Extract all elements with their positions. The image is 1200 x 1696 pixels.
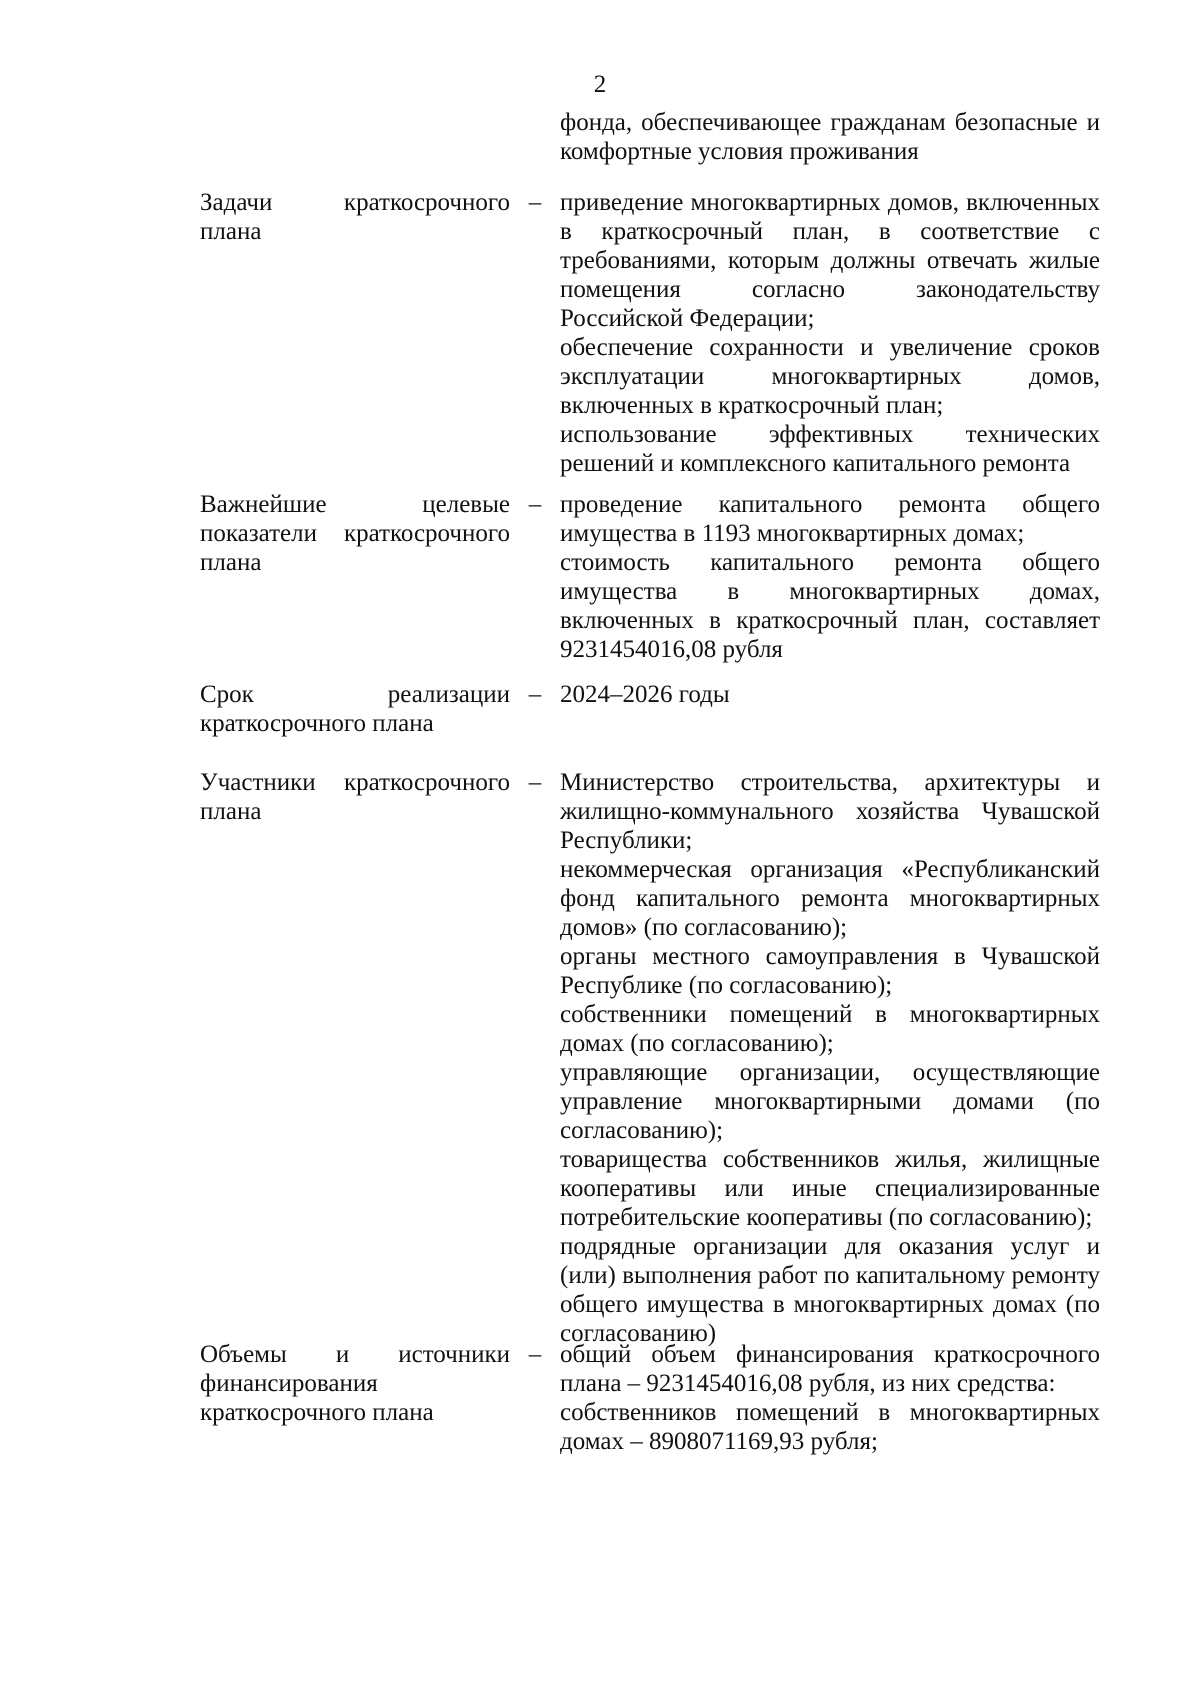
paragraph: товарищества собственников жилья, жилищные кооперативы или иные специализированные потребительские кооперативы (по согласованию);: [560, 1146, 1100, 1231]
label-text: Важнейшие целевые показатели краткосрочного плана: [200, 491, 510, 576]
separator-dash: –: [528, 1341, 542, 1368]
separator-dash: –: [528, 769, 542, 796]
paragraph: некоммерческая организация «Республиканский фонд капитального ремонта многоквартирных домов» (по согласованию);: [560, 856, 1100, 941]
paragraph: обеспечение сохранности и увеличение сроков эксплуатации многоквартирных домов, включенных в краткосрочный план;: [560, 334, 1100, 419]
label-text: Объемы и источники финансирования краткосрочного плана: [200, 1341, 510, 1426]
separator-dash: –: [528, 491, 542, 518]
section-label: [200, 490, 510, 577]
paragraph: собственников помещений в многоквартирных домах – 8908071169,93 рубля;: [560, 1399, 1100, 1455]
paragraph: Министерство строительства, архитектуры и жилищно-коммунального хозяйства Чувашской Республики;: [560, 769, 1100, 854]
paragraph: использование эффективных технических решений и комплексного капитального ремонта: [560, 421, 1100, 477]
separator-dash: –: [528, 681, 542, 708]
paragraph: фонда, обеспечивающее гражданам безопасные и комфортные условия проживания: [560, 109, 1100, 165]
continuation-text: [560, 108, 1100, 166]
paragraph: стоимость капитального ремонта общего имущества в многоквартирных домах, включенных в краткосрочный план, составляет 9231454016,08 рубля: [560, 549, 1100, 663]
section-label: [200, 680, 510, 738]
label-text: Срок реализации краткосрочного плана: [200, 681, 510, 737]
paragraph: 2024–2026 годы: [560, 681, 730, 708]
section-label: [200, 188, 510, 246]
section-content: [560, 188, 1100, 478]
section-content: [560, 1340, 1100, 1456]
label-text: Участники краткосрочного плана: [200, 769, 510, 825]
paragraph: собственники помещений в многоквартирных домах (по согласованию);: [560, 1001, 1100, 1057]
section-label: [200, 1340, 510, 1427]
paragraph: проведение капитального ремонта общего имущества в 1193 многоквартирных домах;: [560, 491, 1100, 547]
paragraph: управляющие организации, осуществляющие управление многоквартирными домами (по согласованию);: [560, 1059, 1100, 1144]
section-label: [200, 768, 510, 826]
section-content: [560, 680, 1100, 709]
separator-dash: –: [528, 189, 542, 216]
page-number: 2: [593, 71, 607, 98]
paragraph: общий объем финансирования краткосрочного плана – 9231454016,08 рубля, из них средства:: [560, 1341, 1100, 1397]
paragraph: приведение многоквартирных домов, включенных в краткосрочный план, в соответствие с требованиями, которым должны отвечать жилые помещения согласно законодательству Российской Федерации;: [560, 189, 1100, 332]
section-content: [560, 490, 1100, 664]
section-content: [560, 768, 1100, 1348]
label-text: Задачи краткосрочного плана: [200, 189, 510, 245]
paragraph: подрядные организации для оказания услуг и (или) выполнения работ по капитальному ремонту общего имущества в многоквартирных домах (по согласованию): [560, 1233, 1100, 1347]
paragraph: органы местного самоуправления в Чувашской Республике (по согласованию);: [560, 943, 1100, 999]
